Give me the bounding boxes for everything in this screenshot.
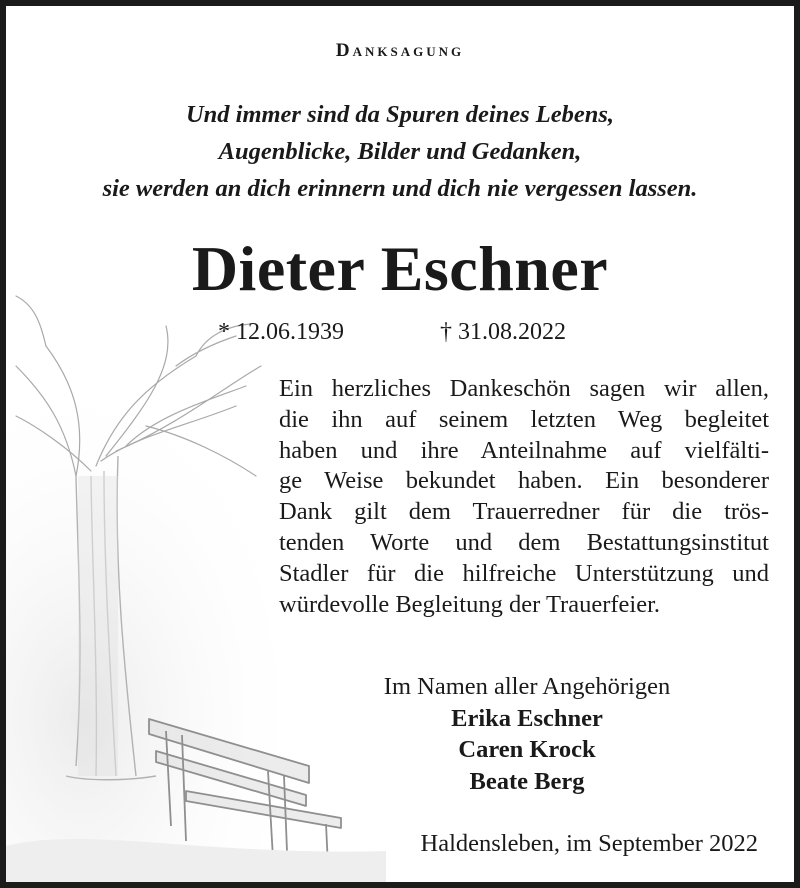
- signoff-intro: Im Namen aller Angehörigen: [383, 673, 671, 700]
- thanks-line: Dank gilt dem Trauerredner für die trös-: [279, 498, 769, 526]
- thanks-line: haben und ihre Anteilnahme auf vielfälti-: [279, 436, 769, 464]
- quote-line: Augenblicke, Bilder und Gedanken,: [218, 138, 582, 165]
- family-member-name: Caren Krock: [458, 736, 596, 763]
- thanks-line: Stadler für die hilfreiche Unterstützung und: [279, 559, 769, 587]
- quote-line: sie werden an dich erinnern und dich nie vergessen lassen.: [102, 175, 698, 202]
- death-date: † 31.08.2022: [440, 319, 566, 345]
- quote-line: Und immer sind da Spuren deines Lebens,: [185, 101, 615, 128]
- birth-date: * 12.06.1939: [218, 319, 344, 345]
- thanks-line: Ein herzliches Dankeschön sagen wir allen,: [279, 375, 769, 402]
- family-member-name: Beate Berg: [469, 767, 585, 795]
- family-member-name: Erika Eschner: [451, 704, 603, 732]
- thanks-line: die ihn auf seinem letzten Weg begleitet: [279, 405, 769, 433]
- place-and-date: Haldensleben, im September 2022: [420, 830, 758, 857]
- memorial-quote: [6, 96, 794, 207]
- signoff: [292, 671, 762, 797]
- deceased-name: Dieter Eschner: [191, 233, 609, 304]
- thanks-paragraph: [279, 374, 769, 620]
- notice-heading: Danksagung: [335, 40, 465, 61]
- thanks-line: tenden Worte und dem Bestattungsinstitut: [279, 528, 769, 556]
- thanks-line: ge Weise bekundet haben. Ein besonderer: [279, 467, 769, 495]
- thanks-line: würdevolle Begleitung der Trauerfeier.: [279, 590, 661, 618]
